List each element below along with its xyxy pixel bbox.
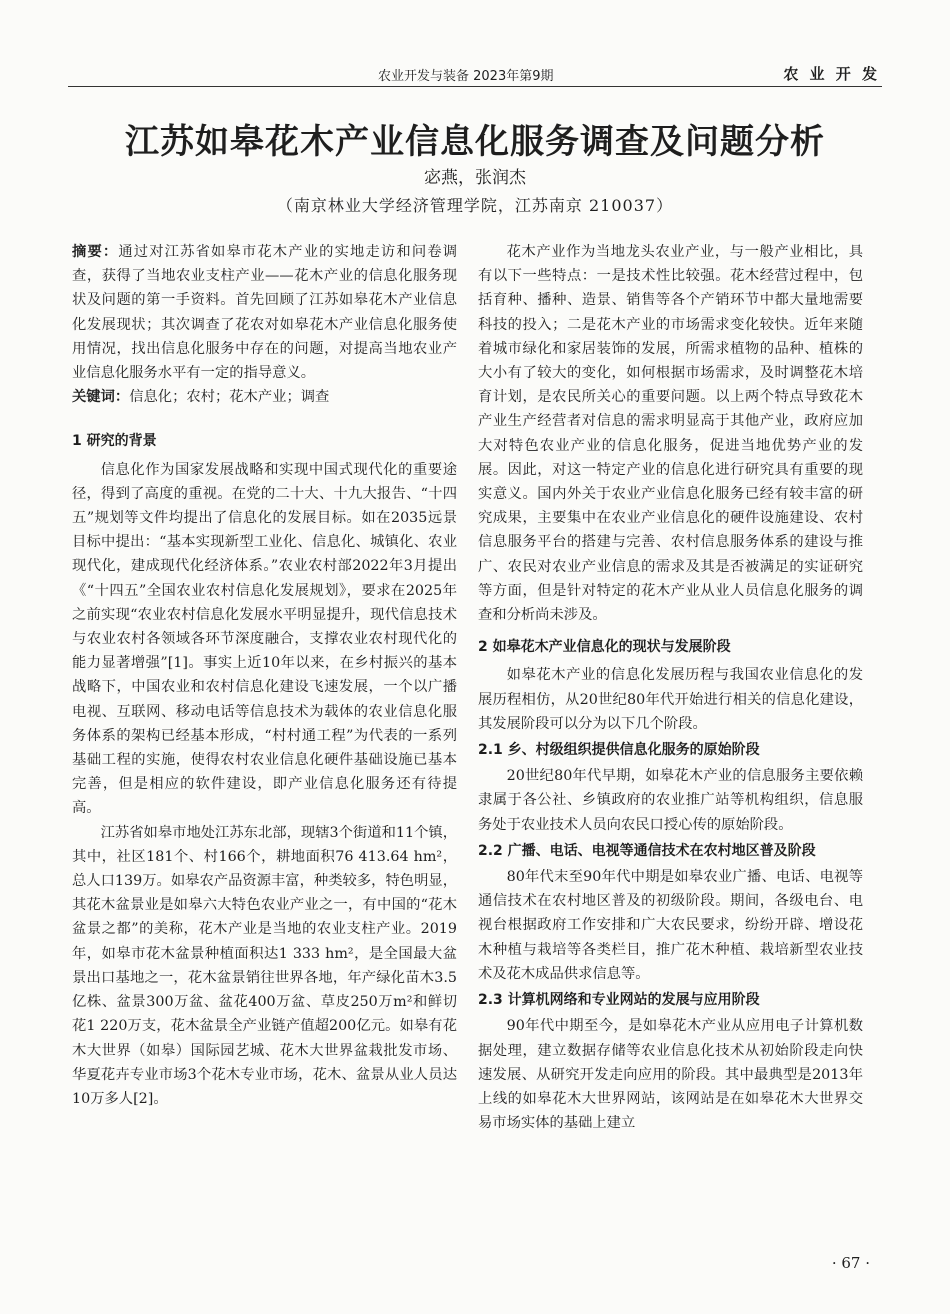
section-2-2-heading: 2.2 广播、电话、电视等通信技术在农村地区普及阶段 (478, 842, 816, 859)
running-header (68, 60, 882, 87)
paper-title: 江苏如皋花木产业信息化服务调查及问题分析 (125, 122, 825, 162)
left-column (72, 240, 457, 1111)
section-label: 农 业 开 发 (783, 65, 880, 83)
section-2-2-text: 80年代末至90年代中期是如皋农业广播、电话、电视等通信技术在农村地区普及的初级阶段。期间，各级电台、电视台根据政府工作安排和广大农民要求，纷纷开辟、增设花木种植与栽培等各类栏目，推广花木种植、栽培新型农业技术及花木成品供求信息等。 (478, 869, 863, 982)
section-2-1-text: 20世纪80年代早期，如皋花木产业的信息服务主要依赖隶属于各公社、乡镇政府的农业推广站等机构组织，信息服务处于农业技术人员向农民口授心传的原始阶段。 (478, 768, 863, 833)
section-2-heading: 2 如皋花木产业信息化的现状与发展阶段 (478, 639, 731, 656)
section-1-paragraph-2: 江苏省如皋市地处江苏东北部，现辖3个街道和11个镇，其中，社区181个、村166个，耕地面积76 413.64 hm²，总人口139万。如皋农产品资源丰富，种类较多，特色明显，其花木盆景业是如皋六大特色农业产业之一，有中国的“花木盆景之都”的美称，花木产业是当地的农业支柱产业。2019年，如皋市花木盆景种植面积达1 333 hm²，是全国最大盆景出口基地之一，花木盆景销往世界各地，年产绿化苗木3.5亿株、盆景300万盆、盆花400万盆、草皮250万m²和鲜切花1 220万支，花木盆景全产业链产值超200亿元。如皋有花木大世界（如皋）国际园艺城、花木大世界盆栽批发市场、华夏花卉专业市场3个花木专业市场，花木、盆景从业人员达10万多人[2]。 (72, 824, 457, 1107)
abstract-text: 通过对江苏省如皋市花木产业的实地走访和问卷调查，获得了当地农业支柱产业——花木产业的信息化服务现状及问题的第一手资料。首先回顾了江苏如皋花木产业信息化发展现状；其次调查了花农对如皋花木产业信息化服务使用情况，找出信息化服务中存在的问题，对提高当地农业产业信息化服务水平有一定的指导意义。 (72, 244, 458, 382)
section-2-1-heading: 2.1 乡、村级组织提供信息化服务的原始阶段 (478, 742, 760, 759)
section-1-paragraph-1: 信息化作为国家发展战略和实现中国式现代化的重要途径，得到了高度的重视。在党的二十大、十九大报告、“十四五”规划等文件均提出了信息化的发展目标。如在2035远景目标中提出：“基本实现新型工业化、信息化、城镇化、农业现代化，建成现代化经济体系。”农业农村部2022年3月提出《“十四五”全国农业农村信息化发展规划》，要求在2025年之前实现“农业农村信息化发展水平明显提升，现代信息技术与农业农村各领域各环节深度融合，支撑农业农村现代化的能力显著增强”[1]。事实上近10年以来，在乡村振兴的基本战略下，中国农业和农村信息化建设飞速发展，一个以广播电视、互联网、移动电话等信息技术为载体的农业信息化服务体系的架构已经基本形成，“村村通工程”为代表的一系列基础工程的实施，使得农村农业信息化硬件基础设施已基本完善，但是相应的软件建设，即产业信息化服务还有待提高。 (72, 461, 457, 817)
affiliation: （南京林业大学经济管理学院，江苏南京 210037） (276, 196, 674, 215)
page-number: · 67 · (831, 1254, 870, 1272)
journal-name: 农业开发与装备 2023年第9期 (378, 69, 554, 84)
section-1-paragraph-3: 花木产业作为当地龙头农业产业，与一般产业相比，具有以下一些特点：一是技术性比较强。花木经营过程中，包括育种、播种、造景、销售等各个产销环节中都大量地需要科技的投入；二是花木产业的市场需求变化较快。近年来随着城市绿化和家居装饰的发展，所需求植物的品种、植株的大小有了较大的变化，如何根据市场需求，及时调整花木培育计划，是农民所关心的重要问题。以上两个特点导致花木产业生产经营者对信息的需求明显高于其他产业，政府应加大对特色农业产业的信息化服务，促进当地优势产业的发展。因此，对这一特定产业的信息化进行研究具有重要的现实意义。国内外关于农业产业信息化服务已经有较丰富的研究成果，主要集中在农业产业信息化的硬件设施建设、农村信息服务平台的搭建与完善、农村信息服务体系的建设与推广、农民对农业产业信息的需求及其是否被满足的实证研究等方面，但是针对特定的花木产业从业人员信息化服务的调查和分析尚未涉及。 (478, 244, 863, 624)
keywords-text: 信息化；农村；花木产业；调查 (129, 389, 330, 406)
keywords-label: 关键词： (72, 389, 130, 406)
right-column (478, 240, 863, 1135)
section-1-heading: 1 研究的背景 (72, 433, 157, 450)
authors: 宓燕，张润杰 (424, 168, 526, 188)
keywords (72, 385, 457, 409)
section-2-3-text: 90年代中期至今，是如皋花木产业从应用电子计算机数据处理，建立数据存储等农业信息化技术从初始阶段走向快速发展、从研究开发走向应用的阶段。其中最典型是2013年上线的如皋花木大世界网站，该网站是在如皋花木大世界交易市场实体的基础上建立 (478, 1018, 863, 1132)
section-2-intro: 如皋花木产业的信息化发展历程与我国农业信息化的发展历程相仿，从20世纪80年代开始进行相关的信息化建设，其发展阶段可以分为以下几个阶段。 (478, 667, 863, 732)
section-2-3-heading: 2.3 计算机网络和专业网站的发展与应用阶段 (478, 992, 760, 1009)
abstract (72, 240, 457, 385)
abstract-label: 摘要： (72, 244, 119, 260)
